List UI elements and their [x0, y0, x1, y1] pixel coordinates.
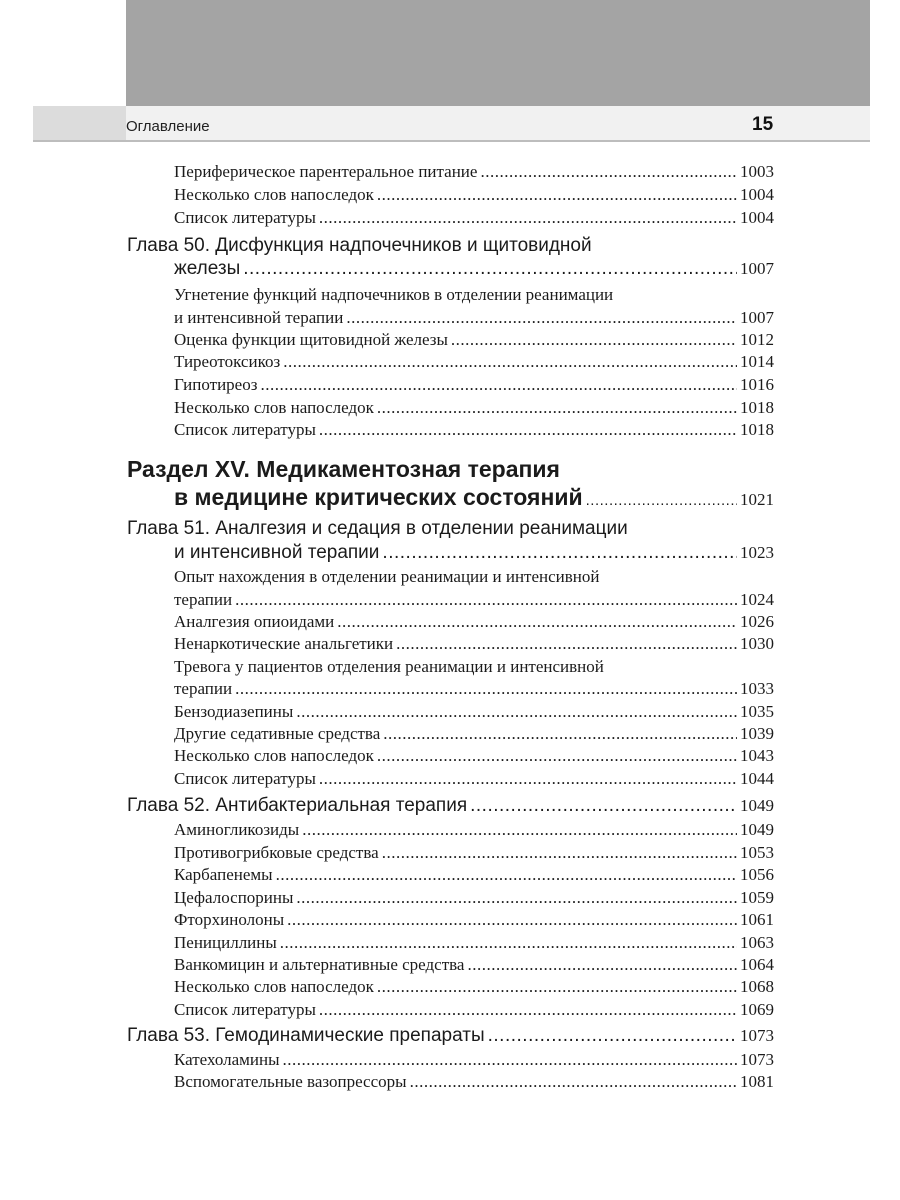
toc-entry-page: 1030: [740, 634, 774, 653]
toc-entry-title: Другие седативные средства: [174, 724, 381, 743]
toc-entry-page: 1004: [740, 185, 774, 204]
dot-leader: [283, 1050, 737, 1070]
toc-entry[interactable]: [174, 185, 774, 205]
toc-entry-title: в медицине критических состояний: [174, 484, 583, 510]
toc-entry-page: 1014: [740, 352, 774, 371]
dot-leader: [280, 933, 737, 953]
toc-entry-page: 1026: [740, 612, 774, 631]
toc-entry-page: 1023: [740, 543, 774, 562]
toc-entry-page: 1064: [740, 955, 774, 974]
toc-entry-title: Несколько слов напоследок: [174, 185, 374, 204]
toc-entry-title: Несколько слов напоследок: [174, 977, 374, 996]
toc-entry-title: Аминогликозиды: [174, 820, 300, 839]
toc-entry-title: Цефалоспорины: [174, 888, 294, 907]
dot-leader: [383, 724, 737, 744]
toc-entry-title: Пенициллины: [174, 933, 277, 952]
toc-entry-title: и интенсивной терапии: [174, 542, 380, 563]
toc-entry[interactable]: [174, 933, 774, 953]
toc-entry[interactable]: [174, 702, 774, 722]
dot-leader: [396, 634, 737, 654]
toc-entry[interactable]: [174, 352, 774, 372]
toc-entry[interactable]: [174, 1072, 774, 1092]
section-xv-title[interactable]: Раздел XV. Медикаментозная терапия: [127, 456, 560, 482]
toc-entry-title: Список литературы: [174, 420, 316, 439]
toc-entry-title: Карбапенемы: [174, 865, 273, 884]
dot-leader: [382, 843, 737, 863]
dot-leader: [377, 977, 737, 997]
toc-entry-page: 1068: [740, 977, 774, 996]
toc-entry-title: железы: [174, 258, 241, 279]
toc-entry-line[interactable]: Опыт нахождения в отделении реанимации и интенсивной: [174, 567, 600, 586]
toc-entry-page: 1069: [740, 1000, 774, 1019]
chapter-51-title[interactable]: Глава 51. Аналгезия и седация в отделении реанимации: [127, 518, 628, 539]
chapter-53-entry[interactable]: [127, 1025, 774, 1047]
toc-entry-page: 1081: [740, 1072, 774, 1091]
toc-entry[interactable]: [174, 308, 774, 328]
toc-entry-page: 1061: [740, 910, 774, 929]
toc-entry-page: 1056: [740, 865, 774, 884]
toc-entry-title: Ненаркотические анальгетики: [174, 634, 394, 653]
running-header-title: Оглавление: [126, 118, 210, 135]
page-number: 15: [752, 114, 774, 135]
dot-leader: [586, 484, 737, 511]
toc-entry-title: Несколько слов напоследок: [174, 746, 374, 765]
toc-entry-title: Тиреотоксикоз: [174, 352, 281, 371]
toc-entry-title: Список литературы: [174, 1000, 316, 1019]
toc-entry[interactable]: [174, 634, 774, 654]
dot-leader: [296, 888, 737, 908]
dot-leader: [260, 375, 737, 395]
toc-entry-title: Периферическое парентеральное питание: [174, 162, 478, 181]
dot-leader: [319, 1000, 737, 1020]
dot-leader: [302, 820, 737, 840]
dot-leader: [319, 208, 737, 228]
dot-leader: [377, 398, 737, 418]
dot-leader: [296, 702, 737, 722]
toc-entry-title: Список литературы: [174, 208, 316, 227]
toc-entry[interactable]: [174, 910, 774, 930]
toc-entry-title: Ванкомицин и альтернативные средства: [174, 955, 465, 974]
dot-leader: [243, 258, 737, 280]
toc-entry[interactable]: [174, 375, 774, 395]
toc-entry-title: Вспомогательные вазопрессоры: [174, 1072, 407, 1091]
toc-entry-page: 1073: [740, 1026, 774, 1045]
toc-entry-title: Аналгезия опиоидами: [174, 612, 335, 631]
toc-entry-page: 1049: [740, 796, 774, 815]
toc-entry[interactable]: [174, 612, 774, 632]
toc-entry[interactable]: [174, 843, 774, 863]
toc-entry[interactable]: [174, 330, 774, 350]
dot-leader: [287, 910, 737, 930]
toc-entry-page: 1007: [740, 308, 774, 327]
toc-entry[interactable]: [174, 590, 774, 610]
toc-entry[interactable]: [174, 955, 774, 975]
toc-entry-page: 1063: [740, 933, 774, 952]
toc-entry-page: 1007: [740, 259, 774, 278]
toc-entry-line[interactable]: Тревога у пациентов отделения реанимации и интенсивной: [174, 657, 604, 676]
toc-entry[interactable]: [174, 724, 774, 744]
toc-entry[interactable]: [174, 888, 774, 908]
toc-entry-page: 1053: [740, 843, 774, 862]
chapter-50-entry[interactable]: [174, 258, 774, 280]
toc-entry-title: Фторхинолоны: [174, 910, 285, 929]
dot-leader: [235, 679, 737, 699]
toc-entry-title: Глава 52. Антибактериальная терапия: [127, 795, 468, 816]
toc-entry-page: 1033: [740, 679, 774, 698]
chapter-52-entry[interactable]: [127, 795, 774, 817]
toc-entry-page: 1024: [740, 590, 774, 609]
toc-entry-title: Гипотиреоз: [174, 375, 258, 394]
toc-entry-page: 1043: [740, 746, 774, 765]
toc-entry-page: 1012: [740, 330, 774, 349]
toc-entry[interactable]: [174, 679, 774, 699]
dot-leader: [377, 746, 737, 766]
dot-leader: [488, 1025, 737, 1047]
toc-entry-page: 1018: [740, 398, 774, 417]
toc-entry-title: Противогрибковые средства: [174, 843, 379, 862]
toc-entry[interactable]: [174, 746, 774, 766]
dot-leader: [470, 795, 737, 817]
toc-entry-page: 1073: [740, 1050, 774, 1069]
toc-entry[interactable]: [174, 865, 774, 885]
toc-entry[interactable]: [174, 208, 774, 228]
dot-leader: [346, 308, 737, 328]
dot-leader: [480, 162, 737, 182]
toc-entry-page: 1021: [740, 490, 774, 509]
dot-leader: [467, 955, 737, 975]
dot-leader: [319, 420, 737, 440]
toc-entry[interactable]: [174, 420, 774, 440]
chapter-50-title[interactable]: Глава 50. Дисфункция надпочечников и щитовидной: [127, 235, 592, 256]
toc-entry-title: терапии: [174, 679, 233, 698]
toc-entry[interactable]: [174, 1050, 774, 1070]
toc-entry-title: Список литературы: [174, 769, 316, 788]
chapter-51-entry[interactable]: [174, 542, 774, 564]
dot-leader: [235, 590, 737, 610]
toc-entry-title: Катехоламины: [174, 1050, 280, 1069]
toc-entry-title: и интенсивной терапии: [174, 308, 344, 327]
toc-entry-line[interactable]: Угнетение функций надпочечников в отделении реанимации: [174, 285, 614, 304]
toc-entry[interactable]: [174, 977, 774, 997]
top-gray-band: [126, 0, 870, 106]
toc-entry-page: 1049: [740, 820, 774, 839]
dot-leader: [319, 769, 737, 789]
toc-entry-page: 1035: [740, 702, 774, 721]
toc-entry[interactable]: [174, 162, 774, 182]
toc-entry-page: 1039: [740, 724, 774, 743]
toc-entry-title: Несколько слов напоследок: [174, 398, 374, 417]
toc-entry-title: Бензодиазепины: [174, 702, 294, 721]
toc-entry-title: Оценка функции щитовидной железы: [174, 330, 448, 349]
toc-entry-page: 1016: [740, 375, 774, 394]
toc-entry[interactable]: [174, 1000, 774, 1020]
toc-entry-page: 1018: [740, 420, 774, 439]
dot-leader: [410, 1072, 737, 1092]
dot-leader: [451, 330, 737, 350]
toc-entry-title: терапии: [174, 590, 233, 609]
toc-entry-page: 1003: [740, 162, 774, 181]
toc-entry-page: 1044: [740, 769, 774, 788]
toc-entry[interactable]: [174, 769, 774, 789]
toc-entry-page: 1004: [740, 208, 774, 227]
section-xv-entry[interactable]: [174, 484, 774, 511]
dot-leader: [382, 542, 737, 564]
dot-leader: [283, 352, 737, 372]
toc-entry[interactable]: [174, 398, 774, 418]
toc-entry-page: 1059: [740, 888, 774, 907]
dot-leader: [377, 185, 737, 205]
toc-entry[interactable]: [174, 820, 774, 840]
toc-entry-title: Глава 53. Гемодинамические препараты: [127, 1025, 485, 1046]
dot-leader: [337, 612, 737, 632]
dot-leader: [276, 865, 737, 885]
